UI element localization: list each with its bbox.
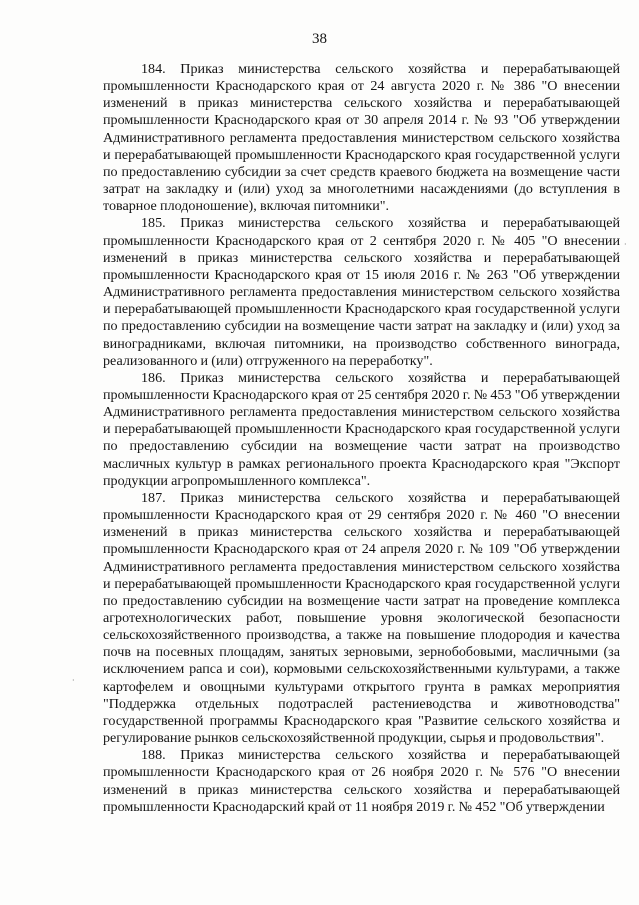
paragraph-184: 184. Приказ министерства сельского хозяйства и перерабатывающей промышленности Краснодарского края от 24 августа 2020 г. № 386 "О внесении изменений в приказ министерства сельского хозяйства и перерабатывающей промышленности Краснодарского края от 30 апреля 2014 г. № 93 "Об утверждении Административного регламента предоставления министерством сельского хозяйства и перерабатывающей промышленности Краснодарского края государственной услуги по предоставлению субсидии за счет средств краевого бюджета на возмещение части затрат на закладку и (или) уход за многолетними насаждениями (до вступления в товарное плодоношение), включая питомники". (103, 61, 620, 215)
scan-speck: · (624, 240, 627, 249)
document-body (103, 61, 620, 816)
paragraph-188: 188. Приказ министерства сельского хозяйства и перерабатывающей промышленности Краснодарского края от 26 ноября 2020 г. № 576 "О внесении изменений в приказ министерства сельского хозяйства и перерабатывающей промышленности Краснодарский край от 11 ноября 2019 г. № 452 "Об утверждении (103, 747, 620, 815)
page-number: 38 (312, 31, 327, 47)
paragraph-186: 186. Приказ министерства сельского хозяйства и перерабатывающей промышленности Краснодарского края от 25 сентября 2020 г. № 453 "Об утверждении Административного регламента предоставления министерством сельского хозяйства и перерабатывающей промышленности Краснодарского края государственной услуги по предоставлению субсидии на возмещение части затрат на производство масличных культур в рамках регионального проекта Краснодарского края "Экспорт продукции агропромышленного комплекса". (103, 369, 620, 489)
scan-speck: · (72, 676, 75, 685)
paragraph-187: 187. Приказ министерства сельского хозяйства и перерабатывающей промышленности Краснодарского края от 29 сентября 2020 г. № 460 "О внесении изменений в приказ министерства сельского хозяйства и перерабатывающей промышленности Краснодарского края от 24 апреля 2020 г. № 109 "Об утверждении Административного регламента предоставления министерством сельского хозяйства и перерабатывающей промышленности Краснодарского края государственной услуги по предоставлению субсидии на возмещение части затрат на проведение комплекса агротехнологических работ, повышение уровня экологической безопасности сельскохозяйственного производства, а также на повышение плодородия и качества почв на посевных площадям, занятых зерновыми, зернобобовыми, масличными (за исключением рапса и сои), кормовыми сельскохозяйственными культурами, а также картофелем и овощными культурами открытого грунта в рамках мероприятия "Поддержка отдельных подотраслей растениеводства и животноводства" государственной программы Краснодарского края "Развитие сельского хозяйства и регулирование рынков сельскохозяйственной продукции, сырья и продовольствия". (103, 489, 620, 747)
paragraph-185: 185. Приказ министерства сельского хозяйства и перерабатывающей промышленности Краснодарского края от 2 сентября 2020 г. № 405 "О внесении изменений в приказ министерства сельского хозяйства и перерабатывающей промышленности Краснодарского края от 15 июля 2016 г. № 263 "Об утверждении Административного регламента предоставления министерством сельского хозяйства и перерабатывающей промышленности Краснодарского края государственной услуги по предоставлению субсидии на возмещение части затрат на закладку и (или) уход за виноградниками, включая питомники, на производство собственного винограда, реализованного и (или) отгруженного на переработку". (103, 215, 620, 369)
